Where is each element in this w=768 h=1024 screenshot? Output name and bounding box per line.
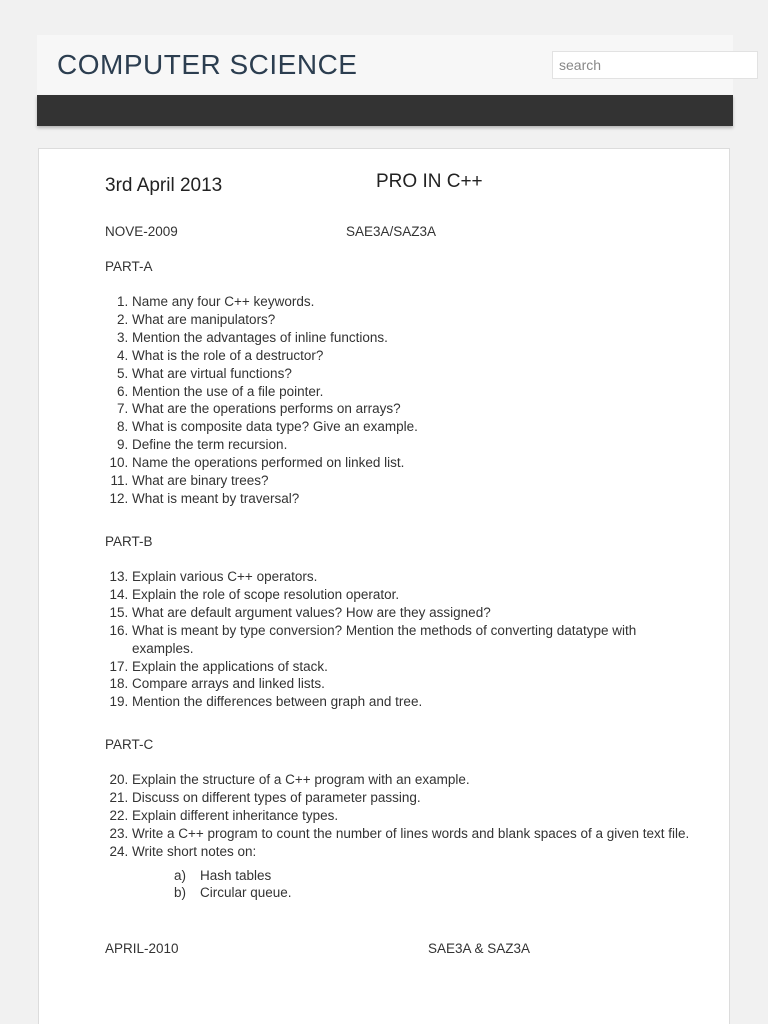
exam-session: APRIL-2010: [105, 941, 179, 956]
list-item: 2. What are manipulators?: [132, 311, 692, 329]
part-b-heading: PART-B: [105, 534, 153, 549]
list-item: 7. What are the operations performs on arrays?: [132, 400, 692, 418]
list-item: 20. Explain the structure of a C++ program with an example.: [132, 771, 692, 789]
sub-list-item: [174, 867, 692, 885]
list-item: 1. Name any four C++ keywords.: [132, 293, 692, 311]
list-item: 23. Write a C++ program to count the number of lines words and blank spaces of a given text file.: [132, 825, 692, 843]
list-item: 16. What is meant by type conversion? Mention the methods of converting datatype with examples.: [132, 622, 692, 658]
list-item: 22. Explain different inheritance types.: [132, 807, 692, 825]
list-item: 6. Mention the use of a file pointer.: [132, 383, 692, 401]
post-content: [38, 148, 730, 1024]
post-date: 3rd April 2013: [105, 175, 223, 196]
part-b-list: [105, 568, 692, 711]
sub-item-text: Circular queue.: [200, 885, 292, 901]
list-item: 15. What are default argument values? How are they assigned?: [132, 604, 692, 622]
exam-session: NOVE-2009: [105, 224, 178, 239]
list-item: 13. Explain various C++ operators.: [132, 568, 692, 586]
list-item: 21. Discuss on different types of parameter passing.: [132, 789, 692, 807]
part-c-heading: PART-C: [105, 737, 154, 752]
list-item: 17. Explain the applications of stack.: [132, 658, 692, 676]
exam-code: SAE3A & SAZ3A: [428, 941, 531, 956]
list-item: 14. Explain the role of scope resolution operator.: [132, 586, 692, 604]
part-c-list: [105, 771, 692, 902]
list-item: 8. What is composite data type? Give an example.: [132, 418, 692, 436]
list-item: 11. What are binary trees?: [132, 472, 692, 490]
list-item: [132, 843, 692, 903]
list-item: 12. What is meant by traversal?: [132, 490, 692, 508]
list-item: 9. Define the term recursion.: [132, 436, 692, 454]
sub-item-marker: b): [174, 885, 187, 901]
list-item: 3. Mention the advantages of inline functions.: [132, 329, 692, 347]
search-input[interactable]: [552, 51, 758, 79]
nav-bar: [37, 95, 733, 126]
site-header: [37, 35, 733, 95]
part-a-heading: PART-A: [105, 259, 153, 274]
post-title: PRO IN C++: [376, 171, 483, 192]
list-item: 18. Compare arrays and linked lists.: [132, 675, 692, 693]
part-a-list: [105, 293, 692, 508]
sub-list: [132, 867, 692, 903]
sub-list-item: [174, 884, 692, 902]
site-title[interactable]: COMPUTER SCIENCE: [57, 49, 358, 80]
sub-item-marker: a): [174, 867, 187, 883]
list-item-text: Write short notes on:: [132, 843, 257, 859]
sub-item-text: Hash tables: [200, 867, 272, 883]
list-item: 10. Name the operations performed on linked list.: [132, 454, 692, 472]
list-item: 4. What is the role of a destructor?: [132, 347, 692, 365]
exam-code: SAE3A/SAZ3A: [346, 224, 437, 239]
list-item: 5. What are virtual functions?: [132, 365, 692, 383]
list-item: 19. Mention the differences between graph and tree.: [132, 693, 692, 711]
